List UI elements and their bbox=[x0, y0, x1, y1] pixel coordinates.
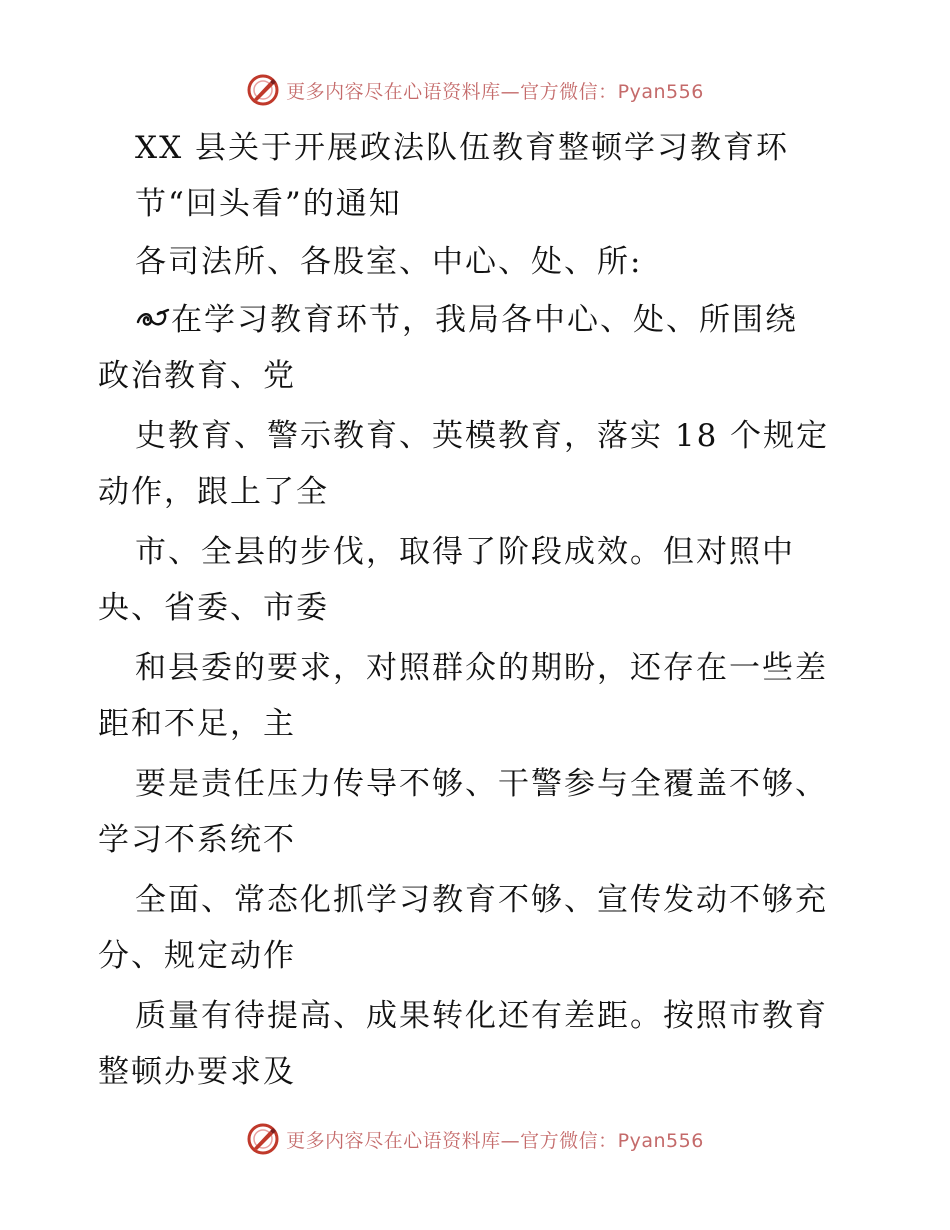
paragraph-line: 政治教育、党 bbox=[98, 358, 296, 394]
paragraph-line: 央、省委、市委 bbox=[98, 590, 329, 626]
paragraph-line: 动作，跟上了全 bbox=[98, 474, 329, 510]
paragraph-line: 要是责任压力传导不够、干警参与全覆盖不够、 bbox=[135, 766, 828, 802]
paragraph-line: 整顿办要求及 bbox=[98, 1054, 296, 1090]
watermark-text: 更多内容尽在心语资料库—官方微信：Pyan556 bbox=[286, 1129, 704, 1152]
paragraph-line: 学习不系统不 bbox=[98, 822, 296, 858]
paragraph-line: 全面、常态化抓学习教育不够、宣传发动不够充 bbox=[135, 882, 828, 918]
paragraph-line: 质量有待提高、成果转化还有差距。按照市教育 bbox=[135, 998, 828, 1034]
watermark-text: 更多内容尽在心语资料库—官方微信：Pyan556 bbox=[286, 80, 704, 103]
header-watermark-banner bbox=[0, 68, 950, 112]
pen-seal-icon bbox=[246, 73, 280, 107]
paragraph-line: 距和不足，主 bbox=[98, 706, 296, 742]
pen-seal-icon bbox=[246, 1122, 280, 1156]
footer-watermark-banner bbox=[0, 1117, 950, 1161]
paragraph-line: 和县委的要求，对照群众的期盼，还存在一些差 bbox=[135, 650, 828, 686]
paragraph-line: 分、规定动作 bbox=[98, 938, 296, 974]
paragraph-text: 在学习教育环节，我局各中心、处、所围绕 bbox=[171, 302, 798, 338]
paragraph-line: 市、全县的步伐，取得了阶段成效。但对照中 bbox=[135, 534, 795, 570]
document-title-line-1: XX 县关于开展政法队伍教育整顿学习教育环 bbox=[135, 130, 789, 166]
floral-bullet-icon bbox=[135, 304, 171, 334]
paragraph-line: 史教育、警示教育、英模教育，落实 18 个规定 bbox=[135, 418, 830, 454]
addressee-line: 各司法所、各股室、中心、处、所: bbox=[135, 244, 643, 280]
document-title-line-2: 节“回头看”的通知 bbox=[135, 186, 402, 222]
paragraph-line bbox=[135, 300, 798, 340]
